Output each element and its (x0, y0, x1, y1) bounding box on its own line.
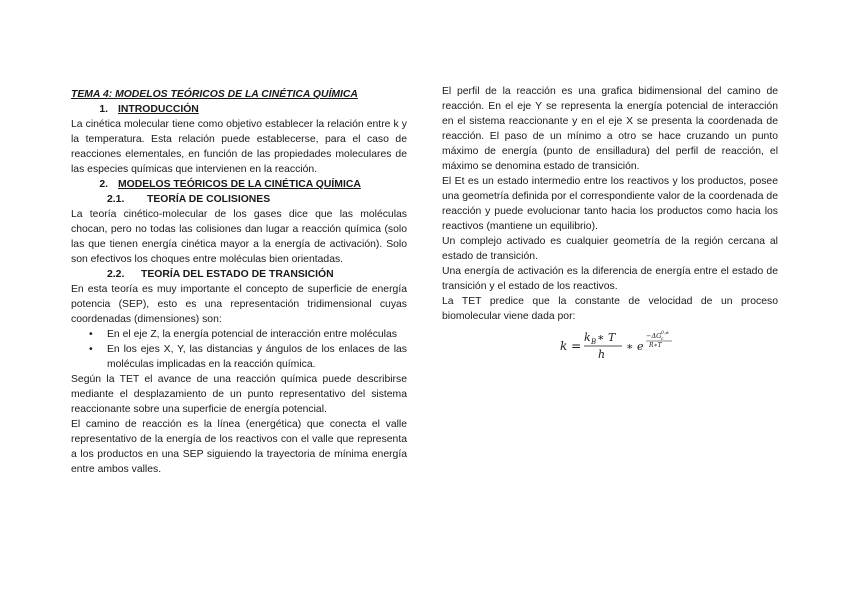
exponent-subscript: c (661, 337, 664, 342)
exponent-numerator: −ΔG (646, 332, 662, 340)
reaction-profile-paragraph: El perfil de la reacción es una grafica bidimensional del camino de reacción. En el eje Y se representa la energía potencial de interacción en el sistema reaccionante y en el eje X se presenta la coordenada de reacción. El paso de un mínimo a otro se hace cruzando un punto máximo de energía (punto de ensilladura) del perfil de reacción, el máximo se denomina estado de transición. (442, 86, 778, 172)
section-number: 1. (99, 104, 108, 115)
subsection-title: TEORÍA DEL ESTADO DE TRANSICIÓN (141, 269, 334, 280)
numerator-subscript: B (591, 338, 597, 346)
section-number: 2. (99, 179, 108, 190)
subsection-transition-heading (71, 267, 407, 282)
collisions-paragraph: La teoría cinético-molecular de los gases dice que las moléculas chocan, pero no todas las colisiones dan lugar a reacción química (solo las que tienen energía cinética mayor a la energía de activación). Solo son efectivos los choques entre moléculas bien orientadas. (71, 209, 407, 265)
equation-lhs: k = (560, 339, 582, 353)
exponent-denominator: R∗T (649, 342, 662, 349)
right-column (442, 84, 778, 364)
section-title: INTRODUCCIÓN (118, 104, 199, 115)
sep-coordinates-list (71, 327, 407, 372)
subsection-number: 2.2. (107, 269, 125, 280)
reaction-path-paragraph: El camino de reacción es la línea (energética) que conecta el valle representativo de la energía de los reactivos con el valle que representa a los productos en una SEP siguiendo la trayectoria de mínima energía entre ambos valles. (71, 419, 407, 475)
exponent-superscript: 0,≠ (661, 331, 670, 336)
rate-constant-paragraph: La TET predice que la constante de velocidad de un proceso biomolecular viene dada por: (442, 296, 778, 322)
section-intro-heading (71, 102, 407, 117)
denominator-h: h (598, 348, 606, 361)
exp-base: ∗ e (626, 340, 644, 353)
transition-state-paragraph: El Et es un estado intermedio entre los reactivos y los productos, posee una geometría definida por el correspondiente valor de la coordenada de reacción y puede evolucionar tanto hacia los productos como hacia los reactivos (mantiene un equilibrio). (442, 176, 778, 232)
subsection-collisions-heading (71, 192, 407, 207)
numerator-k: k (584, 331, 591, 344)
list-item: • En el eje Z, la energía potencial de interacción entre moléculas (71, 327, 407, 342)
subsection-number: 2.1. (107, 194, 125, 205)
activation-energy-paragraph: Una energía de activación es la diferencia de energía entre el estado de transición y el estado de los reactivos. (442, 266, 778, 292)
numerator-rest: ∗ T (597, 331, 616, 344)
section-title: MODELOS TEÓRICOS DE LA CINÉTICA QUÍMICA (118, 179, 361, 190)
left-column (71, 84, 407, 477)
eyring-equation (560, 328, 778, 364)
equation-graphic (560, 328, 700, 364)
document-title: TEMA 4: MODELOS TEÓRICOS DE LA CINÉTICA QUÍMICA (71, 89, 358, 100)
transition-intro-paragraph: En esta teoría es muy importante el concepto de superficie de energía potencia (SEP), esto es una representación tridimensional cuyas coordenadas (dimensiones) son: (71, 284, 407, 325)
activated-complex-paragraph: Un complejo activado es cualquier geometría de la región cercana al estado de transición. (442, 236, 778, 262)
subsection-title: TEORÍA DE COLISIONES (147, 194, 271, 205)
intro-paragraph: La cinética molecular tiene como objetivo establecer la relación entre k y la temperatura. Esta relación puede establecerse, para el caso de reacciones elementales, en función de las propiedades moleculares de las especies químicas que intervienen en la reacción. (71, 119, 407, 175)
list-item: • En los ejes X, Y, las distancias y ángulos de los enlaces de las moléculas implicadas en la reacción química. (71, 342, 407, 372)
tet-paragraph: Según la TET el avance de una reacción química puede describirse mediante el desplazamiento de un punto representativo del sistema reaccionante sobre una superficie de energía potencial. (71, 374, 407, 415)
section-models-heading (71, 177, 407, 192)
